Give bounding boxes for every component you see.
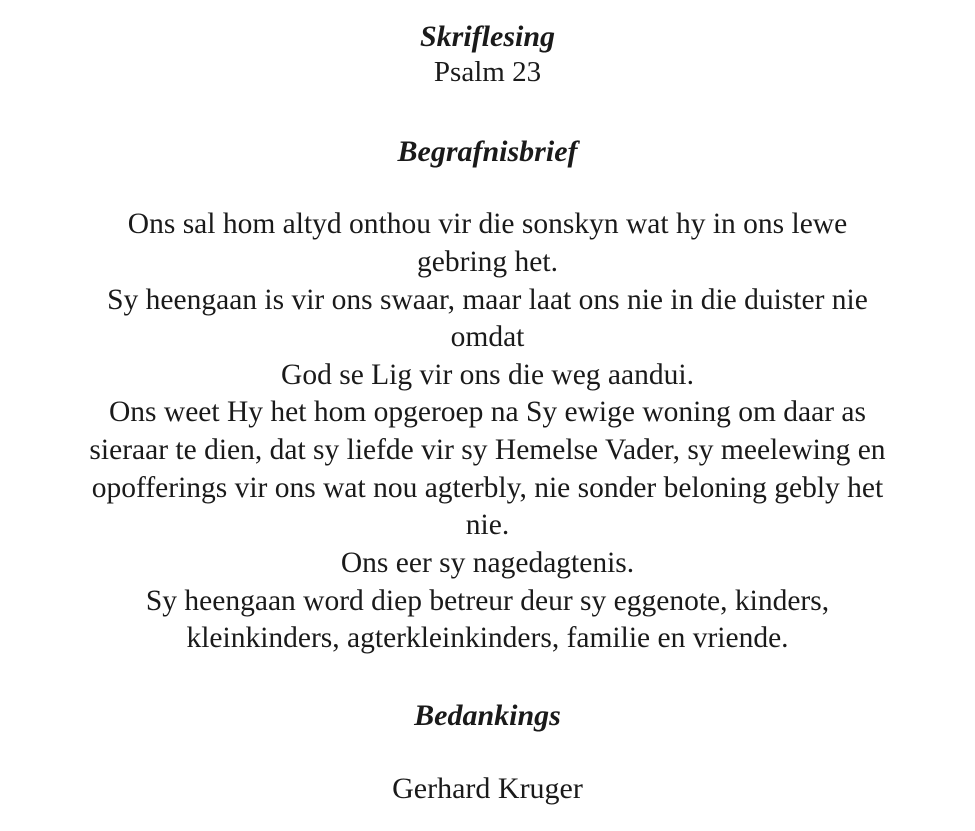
letter-line: Sy heengaan word diep betreur deur sy eggenote, kinders, <box>145 585 830 617</box>
letter-line: Ons sal hom altyd onthou vir die sonskyn wat hy in ons lewe <box>127 208 848 240</box>
letter-line: opofferings vir ons wat nou agterbly, nie sonder beloning gebly het <box>91 472 884 504</box>
scripture-passage: Psalm 23 <box>433 56 542 88</box>
acknowledgements-heading: Bedankings <box>414 699 561 732</box>
letter-line: Ons weet Hy het hom opgeroep na Sy ewige woning om daar as <box>109 396 866 428</box>
letter-line: gebring het. <box>417 246 558 278</box>
funeral-letter-heading: Begrafnisbrief <box>397 135 578 168</box>
scripture-reading-heading: Skriflesing <box>419 20 556 53</box>
letter-line: nie. <box>465 509 510 541</box>
letter-line: omdat <box>450 321 525 353</box>
letter-line: God se Lig vir ons die weg aandui. <box>281 359 694 391</box>
letter-line: sieraar te dien, dat sy liefde vir sy Hemelse Vader, sy meelewing en <box>89 434 886 466</box>
letter-line: kleinkinders, agterkleinkinders, familie en vriende. <box>186 622 789 654</box>
letter-line: Sy heengaan is vir ons swaar, maar laat ons nie in die duister nie <box>107 284 868 316</box>
letter-line: Ons eer sy nagedagtenis. <box>340 547 635 579</box>
signatory-name: Gerhard Kruger <box>392 772 583 805</box>
